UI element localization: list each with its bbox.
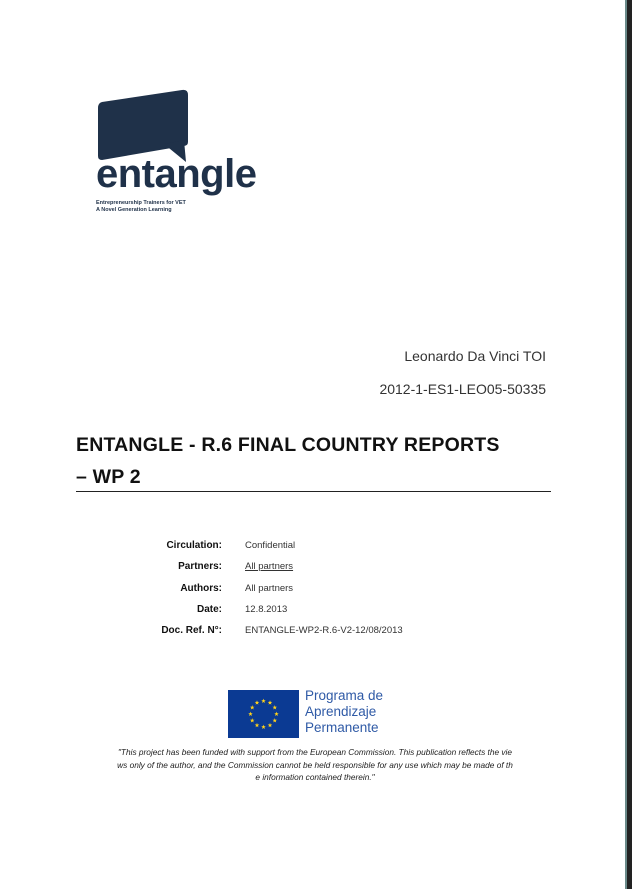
eu-text-line1: Programa de — [305, 688, 384, 703]
eu-star-icon — [272, 705, 277, 709]
meta-value: 12.8.2013 — [245, 603, 288, 615]
title-divider — [76, 491, 551, 492]
disclaimer-line1: "This project has been funded with support from the European Commission. This publication reflects the vie — [117, 747, 513, 757]
eu-star-icon — [255, 723, 260, 727]
eu-star-icon — [272, 718, 277, 722]
meta-label: Authors: — [180, 582, 222, 594]
eu-star-icon — [248, 712, 253, 716]
eu-star-icon — [274, 712, 279, 716]
meta-value: ENTANGLE-WP2-R.6-V2-12/08/2013 — [245, 625, 403, 637]
eu-star-icon — [250, 705, 255, 709]
meta-label: Partners: — [178, 561, 222, 573]
eu-stars-icon — [228, 690, 299, 738]
disclaimer-line3: e information contained therein." — [255, 772, 375, 782]
logo-tagline — [96, 200, 186, 214]
logo-tagline-line2: A Novel Generation Learning — [96, 207, 172, 213]
meta-label: Circulation: — [166, 540, 222, 551]
title-line1: ENTANGLE - R.6 FINAL COUNTRY REPORTS — [76, 434, 500, 456]
project-number: 2012-1-ES1-LEO05-50335 — [379, 381, 546, 397]
partners-link[interactable]: All partners — [245, 561, 294, 573]
eu-programme-label — [305, 688, 383, 736]
meta-label: Doc. Ref. N°: — [161, 625, 222, 637]
page-edge — [627, 0, 632, 889]
program-name: Leonardo Da Vinci TOI — [404, 348, 546, 364]
eu-star-icon — [261, 725, 266, 729]
meta-value: Confidential — [245, 540, 296, 551]
eu-star-icon — [268, 700, 273, 704]
eu-star-icon — [250, 718, 255, 722]
document-title — [76, 429, 552, 493]
eu-disclaimer — [70, 746, 560, 784]
logo-tagline-line1: Entrepreneurship Trainers for VET — [96, 200, 186, 206]
disclaimer-line2: ws only of the author, and the Commission cannot be held responsible for any use which may be made of th — [117, 759, 513, 770]
meta-value: All partners — [245, 582, 294, 594]
eu-text-line2: Aprendizaje — [305, 704, 377, 719]
eu-star-icon — [261, 699, 266, 703]
eu-star-icon — [268, 723, 273, 727]
title-line2: – WP 2 — [76, 466, 141, 488]
eu-flag-icon — [228, 690, 299, 738]
meta-label: Date: — [196, 603, 222, 615]
logo-wordmark: entangle — [96, 152, 257, 196]
eu-star-icon — [255, 700, 260, 704]
entangle-logo — [86, 78, 281, 228]
eu-text-line3: Permanente — [305, 720, 379, 735]
